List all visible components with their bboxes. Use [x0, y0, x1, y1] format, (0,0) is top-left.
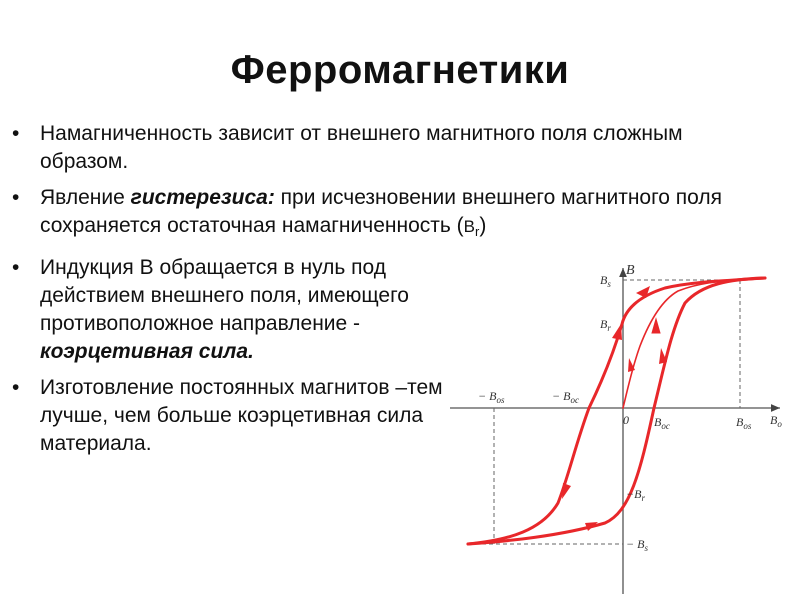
bullet-hysteresis-post: при исчезновении внешнего магнитного поля сохраняется остаточная намагниченность (	[40, 186, 723, 237]
label-zero: 0	[623, 413, 629, 427]
arrow-descending-bottom	[562, 483, 571, 499]
hysteresis-term: гистерезиса	[130, 186, 268, 209]
hysteresis-svg	[440, 258, 800, 600]
label-Bos-sub: os	[743, 421, 752, 431]
coercive-term: коэрцетивная сила.	[40, 340, 254, 363]
bullet-coercive	[0, 254, 440, 366]
label-B: B	[626, 263, 635, 278]
label-Br-sub: r	[607, 323, 611, 333]
hysteresis-diagram	[440, 258, 800, 600]
label-neg-Boc	[552, 389, 579, 405]
label-neg-Bos-main: − B	[478, 389, 497, 403]
bullet-coercive-pre: Индукция В обращается в нуль под действием внешнего поля, имеющего противоположное направление -	[40, 256, 409, 335]
label-neg-Bs	[626, 537, 648, 553]
label-neg-Br-sub: r	[641, 493, 645, 503]
bullet-permanent-magnets	[0, 374, 460, 458]
label-Boc-main: B	[654, 415, 662, 429]
label-neg-Boc-sub: oc	[570, 395, 579, 405]
bullet-hysteresis	[0, 184, 730, 246]
ascending-branch	[468, 278, 765, 544]
label-Br-main: B	[600, 317, 608, 331]
descending-branch	[468, 278, 765, 544]
label-B0-main: B	[770, 413, 778, 427]
label-B0-sub: o	[777, 419, 782, 429]
label-neg-Bos	[478, 389, 505, 405]
bullet-hysteresis-close: )	[479, 214, 487, 237]
page-title: Ферромагнетики	[230, 48, 570, 92]
label-Bos-main: B	[736, 415, 744, 429]
arrow-descending-mid	[612, 324, 622, 340]
bullet-hysteresis-pre: Явление	[40, 186, 131, 209]
remanence-symbol: B	[463, 217, 475, 236]
label-Bos	[736, 415, 752, 431]
label-Bs	[600, 273, 611, 289]
label-neg-Bos-sub: os	[496, 395, 505, 405]
label-neg-Boc-main: − B	[552, 389, 571, 403]
hysteresis-curves	[468, 278, 765, 544]
remanence-subscript: r	[474, 224, 480, 239]
hysteresis-colon: :	[267, 186, 275, 209]
arrow-initial-curve	[652, 319, 660, 333]
label-Boc	[654, 415, 670, 431]
label-neg-Br	[626, 487, 645, 503]
label-Br	[600, 317, 611, 333]
label-neg-Br-main: −B	[626, 487, 642, 501]
bullet-permanent-magnets-text: Изготовление постоянных магнитов –тем лучше, чем больше коэрцетивная сила материала.	[40, 376, 443, 455]
label-Boc-sub: oc	[661, 421, 670, 431]
label-B0	[770, 413, 782, 429]
label-neg-Bs-sub: s	[644, 543, 648, 553]
label-Bs-sub: s	[607, 279, 611, 289]
label-neg-Bs-main: − B	[626, 537, 645, 551]
bullet-magnetization	[0, 120, 760, 176]
label-Bs-main: B	[600, 273, 608, 287]
bullet-magnetization-text: Намагниченность зависит от внешнего магнитного поля сложным образом.	[40, 122, 683, 173]
